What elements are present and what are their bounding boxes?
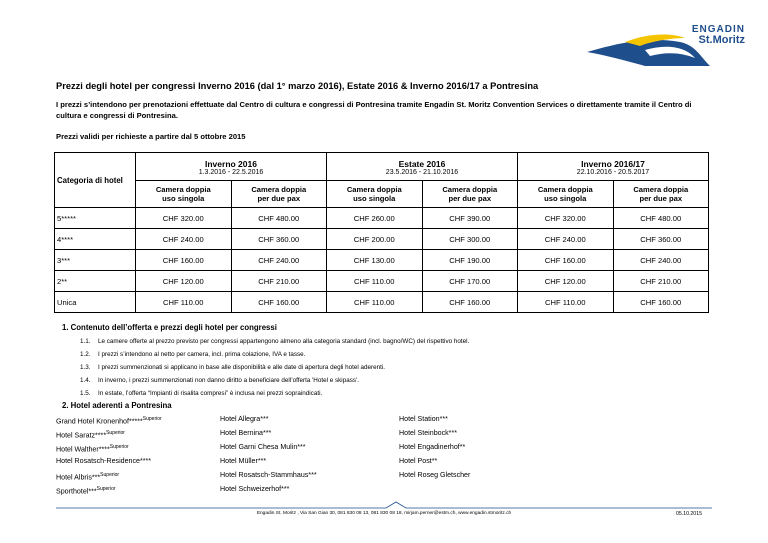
hotel-item: Hotel Schweizerhof*** [220,485,290,493]
hotel-item: Hotel Bernina*** [220,429,272,437]
price-table [54,152,709,313]
table-row [55,271,709,292]
footer-contact: Engadin St. Moritz , Via San Gian 30, 081 830 08 13, 081 830 08 18, mirjam.perner@estm.ch, www.engadin.stmoritz.ch [256,511,512,516]
hotel-item: Hotel Post** [399,457,438,465]
room-type-double: Camera doppia per due pax [613,181,709,208]
price-cell: CHF 260.00 [327,208,423,229]
price-cell: CHF 210.00 [231,271,327,292]
room-type-row [55,181,709,208]
price-cell: CHF 130.00 [327,250,423,271]
room-type-double: Camera doppia per due pax [231,181,327,208]
season-header: Inverno 2016/17 [518,153,709,170]
hotel-column-2 [220,412,317,496]
table-row [55,208,709,229]
logo-line2: St.Moritz [698,34,745,46]
price-cell: CHF 240.00 [136,229,232,250]
category-cell: 3*** [55,250,136,271]
price-cell: CHF 240.00 [231,250,327,271]
hotel-item: Hotel Rosatsch-Stammhaus*** [220,471,317,479]
price-cell: CHF 120.00 [518,271,614,292]
price-cell: CHF 110.00 [327,271,423,292]
price-cell: CHF 160.00 [136,250,232,271]
price-cell: CHF 110.00 [518,292,614,313]
engadin-logo [585,22,755,72]
list-item: 1.2. I prezzi s’intendono al netto per camera, incl. prima colazione, IVA e tasse. [80,351,306,358]
hotel-item: Hotel Garni Chesa Mulin*** [220,443,306,451]
price-cell: CHF 360.00 [231,229,327,250]
price-cell: CHF 190.00 [422,250,518,271]
hotel-item: Hotel Roseg Gletscher [399,471,471,479]
hotel-item: Hotel Rosatsch-Residence**** [56,457,152,465]
price-cell: CHF 320.00 [518,208,614,229]
list-item: 1.1. Le camere offerte al prezzo previsto per congressi appartengono almeno alla categoria standard (incl. bagno/WC) del rispettivo hotel. [80,338,470,345]
hotel-column-3 [399,412,470,482]
hotel-column-1 [56,412,162,496]
category-cell: Unica [55,292,136,313]
list-item: 1.4. In inverno, i prezzi summenzionati non danno diritto a beneficiare dell’offerta 'Hotel e skipass'. [80,377,359,384]
price-cell: CHF 110.00 [136,292,232,313]
price-cell: CHF 240.00 [613,250,709,271]
hotel-item: Hotel Engadinerhof** [399,443,466,451]
price-cell: CHF 240.00 [518,229,614,250]
price-cell: CHF 170.00 [422,271,518,292]
page-title: Prezzi degli hotel per congressi Inverno 2016 (dal 1° marzo 2016), Estate 2016 & Inverno 2016/17 a Pontresina [56,81,539,91]
hotel-item: Hotel Albris***$^{Superior}$ [56,472,120,482]
intro-text: I prezzi s’intendono per prenotazioni effettuate dal Centro di cultura e congressi di Pontresina tramite Engadin St. Moritz Convention Services o direttamente tramite il Centro di cultura e congressi di Pontresina. [56,100,692,120]
price-cell: CHF 320.00 [136,208,232,229]
room-type-single: Camera doppia uso singola [518,181,614,208]
table-row [55,250,709,271]
price-cell: CHF 480.00 [613,208,709,229]
hotel-item: Hotel Müller*** [220,457,267,465]
hotel-item: Hotel Allegra*** [220,415,269,423]
category-cell: 2** [55,271,136,292]
season-dates: 22.10.2016 - 20.5.2017 [518,169,709,181]
season-header: Inverno 2016 [136,153,327,170]
room-type-double: Camera doppia per due pax [422,181,518,208]
price-cell: CHF 300.00 [422,229,518,250]
price-cell: CHF 160.00 [422,292,518,313]
hotel-item: Hotel Saratz****$^{Superior}$ [56,430,125,440]
price-cell: CHF 120.00 [136,271,232,292]
list-item: 1.5. In estate, l’offerta “Impianti di risalita compresi” è inclusa nei prezzi sopraindicati. [80,390,323,397]
price-cell: CHF 390.00 [422,208,518,229]
price-cell: CHF 210.00 [613,271,709,292]
category-header: Categoria di hotel [55,153,136,208]
section2-heading: 2. Hotel aderenti a Pontresina [62,401,172,410]
section1-heading: 1. Contenuto dell’offerta e prezzi degli hotel per congressi [62,323,277,332]
category-cell: 5***** [55,208,136,229]
valid-from-text: Prezzi validi per richieste a partire dal 5 ottobre 2015 [56,132,246,141]
hotel-item: Hotel Walther****$^{Superior}$ [56,444,129,454]
table-row [55,229,709,250]
hotel-item: Grand Hotel Kronenhof*****$^{Superior}$ [56,416,162,426]
price-cell: CHF 480.00 [231,208,327,229]
season-name-row [55,153,709,170]
room-type-single: Camera doppia uso singola [136,181,232,208]
season-dates: 1.3.2016 - 22.5.2016 [136,169,327,181]
hotel-item: Sporthotel***$^{Superior}$ [56,486,116,496]
price-cell: CHF 200.00 [327,229,423,250]
price-cell: CHF 160.00 [613,292,709,313]
season-dates: 23.5.2016 - 21.10.2016 [327,169,518,181]
season-dates-row [55,169,709,181]
hotel-item: Hotel Station*** [399,415,448,423]
season-header: Estate 2016 [327,153,518,170]
price-cell: CHF 360.00 [613,229,709,250]
mountain-divider-icon [56,498,712,510]
price-cell: CHF 160.00 [231,292,327,313]
price-cell: CHF 110.00 [327,292,423,313]
list-item: 1.3. I prezzi summenzionati si applicano in base alle disponibilità e alle date di apertura degli hotel aderenti. [80,364,386,371]
price-cell: CHF 160.00 [518,250,614,271]
logo-line1: ENGADIN [691,24,745,35]
section1-list [80,335,469,400]
room-type-single: Camera doppia uso singola [327,181,423,208]
table-row [55,292,709,313]
hotel-item: Hotel Steinbock*** [399,429,457,437]
category-cell: 4**** [55,229,136,250]
footer-date: 05.10.2015 [676,511,702,517]
